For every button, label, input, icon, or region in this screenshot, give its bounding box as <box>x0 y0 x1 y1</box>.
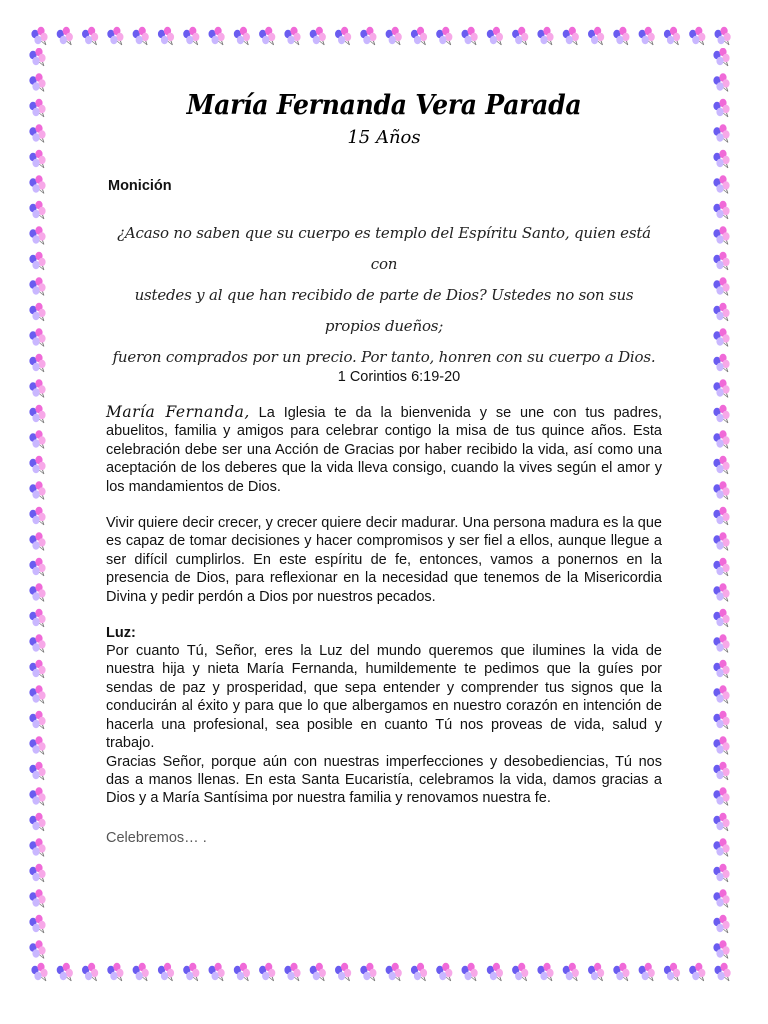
balloon-icon <box>29 481 45 499</box>
balloon-border-bottom <box>28 962 740 984</box>
balloon-icon <box>209 963 225 981</box>
thanks-paragraph: Gracias Señor, porque aún con nuestras imperfecciones y desobediencias, Tú nos das a manos llenas. En esta Santa Eucaristía, celebramos la vida, damos gracias a Dios y a María Santísima por nuestra familia y renovamos nuestra fe. <box>106 753 662 807</box>
luz-paragraph: Por cuanto Tú, Señor, eres la Luz del mundo queremos que ilumines la vida de nuestra hija y nieta María Fernanda, humildemente te pedimos que la guíes por sendas de paz y prosperidad, que sepa entender y comprender tus signos que la conducirán al éxito y para que lo que albergamos en nuestro corazón en intención de hacerla una profesional, sea posible en cuanto Tú nos proveas de vida, salud y trabajo. <box>106 643 662 752</box>
balloon-icon <box>713 405 729 423</box>
quote-line: fueron comprados por un precio. Por tanto, honren con su cuerpo a Dios. <box>112 348 656 366</box>
balloon-icon <box>29 124 45 142</box>
balloon-icon <box>107 27 123 45</box>
balloon-icon <box>713 583 729 601</box>
balloon-icon <box>29 660 45 678</box>
luz-heading: Luz: <box>106 625 136 642</box>
balloon-icon <box>588 27 604 45</box>
balloon-icon <box>29 532 45 550</box>
balloon-icon <box>713 813 729 831</box>
balloon-icon <box>57 963 73 981</box>
balloon-icon <box>29 558 45 576</box>
balloon-icon <box>664 27 680 45</box>
balloon-icon <box>386 27 402 45</box>
balloon-icon <box>462 963 478 981</box>
balloon-icon <box>360 27 376 45</box>
balloon-icon <box>713 558 729 576</box>
balloon-icon <box>713 685 729 703</box>
balloon-icon <box>713 507 729 525</box>
balloon-icon <box>713 150 729 168</box>
balloon-icon <box>713 201 729 219</box>
balloon-border-top <box>28 26 740 48</box>
balloon-icon <box>284 27 300 45</box>
balloon-border-left <box>28 48 50 962</box>
balloon-icon <box>713 456 729 474</box>
balloon-icon <box>29 201 45 219</box>
balloon-icon <box>713 48 729 66</box>
balloon-icon <box>713 277 729 295</box>
quote-line: ustedes y al que han recibido de parte de Dios? Ustedes no son sus propios dueños; <box>134 286 634 335</box>
balloon-icon <box>57 27 73 45</box>
balloon-icon <box>29 430 45 448</box>
balloon-icon <box>386 963 402 981</box>
balloon-icon <box>713 73 729 91</box>
balloon-icon <box>29 405 45 423</box>
balloon-icon <box>29 507 45 525</box>
balloon-icon <box>713 736 729 754</box>
balloon-icon <box>360 963 376 981</box>
balloon-icon <box>29 73 45 91</box>
balloon-icon <box>713 124 729 142</box>
balloon-icon <box>713 430 729 448</box>
balloon-icon <box>158 963 174 981</box>
balloon-icon <box>133 27 149 45</box>
balloon-icon <box>259 27 275 45</box>
balloon-icon <box>713 99 729 117</box>
balloon-icon <box>29 99 45 117</box>
balloon-icon <box>689 963 705 981</box>
balloon-icon <box>487 27 503 45</box>
balloon-icon <box>29 711 45 729</box>
balloon-icon <box>234 963 250 981</box>
balloon-icon <box>29 940 45 958</box>
balloon-icon <box>29 252 45 270</box>
balloon-icon <box>713 175 729 193</box>
balloon-icon <box>29 226 45 244</box>
welcome-name: María Fernanda, <box>106 403 250 421</box>
welcome-text: La Iglesia te da la bienvenida y se une con tus padres, abuelitos, familia y amigos para celebrar contigo la misa de tus quince años. Esta celebración debe ser una Acción de Gracias por haber recibido la vida, así como una aceptación de los deberes que la vida lleva consigo, cuando la vives según el amor y los mandamientos de Dios. <box>106 405 662 495</box>
balloon-icon <box>713 226 729 244</box>
balloon-icon <box>183 27 199 45</box>
balloon-icon <box>713 660 729 678</box>
balloon-icon <box>29 150 45 168</box>
document-title: María Fernanda Vera Parada <box>186 90 582 121</box>
balloon-icon <box>436 963 452 981</box>
balloon-icon <box>713 634 729 652</box>
balloon-icon <box>29 838 45 856</box>
balloon-icon <box>29 277 45 295</box>
balloon-icon <box>411 27 427 45</box>
quote-line: ¿Acaso no saben que su cuerpo es templo del Espíritu Santo, quien está con <box>117 224 651 273</box>
balloon-icon <box>512 27 528 45</box>
balloon-icon <box>713 379 729 397</box>
balloon-icon <box>713 252 729 270</box>
balloon-icon <box>436 27 452 45</box>
balloon-icon <box>234 27 250 45</box>
balloon-icon <box>29 456 45 474</box>
balloon-icon <box>713 940 729 958</box>
balloon-icon <box>713 889 729 907</box>
balloon-icon <box>713 328 729 346</box>
balloon-icon <box>209 27 225 45</box>
balloon-icon <box>335 27 351 45</box>
balloon-icon <box>487 963 503 981</box>
document-subtitle: 15 Años <box>347 127 421 148</box>
balloon-icon <box>588 963 604 981</box>
balloon-icon <box>713 711 729 729</box>
welcome-paragraph <box>106 403 662 496</box>
balloon-icon <box>284 963 300 981</box>
balloon-icon <box>29 864 45 882</box>
balloon-icon <box>29 915 45 933</box>
balloon-icon <box>713 762 729 780</box>
balloon-icon <box>31 27 47 45</box>
balloon-icon <box>29 354 45 372</box>
balloon-icon <box>715 963 731 981</box>
balloon-icon <box>462 27 478 45</box>
balloon-border-right <box>712 48 734 962</box>
balloon-icon <box>713 864 729 882</box>
balloon-icon <box>82 27 98 45</box>
balloon-icon <box>29 175 45 193</box>
balloon-icon <box>183 963 199 981</box>
balloon-icon <box>713 303 729 321</box>
balloon-icon <box>29 328 45 346</box>
balloon-icon <box>713 354 729 372</box>
balloon-icon <box>563 963 579 981</box>
balloon-icon <box>713 481 729 499</box>
balloon-icon <box>639 963 655 981</box>
balloon-icon <box>29 762 45 780</box>
balloon-icon <box>259 963 275 981</box>
balloon-icon <box>639 27 655 45</box>
balloon-icon <box>713 838 729 856</box>
balloon-icon <box>29 609 45 627</box>
document-page <box>106 90 662 846</box>
balloon-icon <box>158 27 174 45</box>
balloon-icon <box>29 685 45 703</box>
balloon-icon <box>31 963 47 981</box>
balloon-icon <box>537 963 553 981</box>
balloon-icon <box>29 787 45 805</box>
balloon-icon <box>29 889 45 907</box>
maturity-paragraph: Vivir quiere decir crecer, y crecer quiere decir madurar. Una persona madura es la que es capaz de tomar decisiones y hacer compromisos y ser fiel a ellos, aunque llegue a ser difícil cumplirlos. En este espíritu de fe, entonces, vamos a ponernos en la presencia de Dios, para reflexionar en la necesidad que tenemos de la Misericordia Divina y pedir perdón a Dios por nuestros pecados. <box>106 515 662 605</box>
balloon-icon <box>29 379 45 397</box>
balloon-icon <box>613 27 629 45</box>
closing-text: Celebremos… . <box>106 829 207 846</box>
balloon-icon <box>689 27 705 45</box>
balloon-icon <box>613 963 629 981</box>
balloon-icon <box>29 813 45 831</box>
balloon-icon <box>713 609 729 627</box>
balloon-icon <box>107 963 123 981</box>
balloon-icon <box>29 303 45 321</box>
balloon-icon <box>713 532 729 550</box>
balloon-icon <box>29 736 45 754</box>
balloon-icon <box>29 583 45 601</box>
balloon-icon <box>82 963 98 981</box>
balloon-icon <box>411 963 427 981</box>
balloon-icon <box>310 963 326 981</box>
balloon-icon <box>563 27 579 45</box>
balloon-icon <box>664 963 680 981</box>
balloon-icon <box>537 27 553 45</box>
balloon-icon <box>715 27 731 45</box>
balloon-icon <box>29 634 45 652</box>
scripture-quote <box>106 218 662 373</box>
balloon-icon <box>512 963 528 981</box>
balloon-icon <box>133 963 149 981</box>
balloon-icon <box>713 915 729 933</box>
monicion-heading: Monición <box>108 178 172 194</box>
balloon-icon <box>713 787 729 805</box>
balloon-icon <box>29 48 45 66</box>
balloon-icon <box>310 27 326 45</box>
balloon-icon <box>335 963 351 981</box>
quote-reference: 1 Corintios 6:19-20 <box>337 369 461 385</box>
